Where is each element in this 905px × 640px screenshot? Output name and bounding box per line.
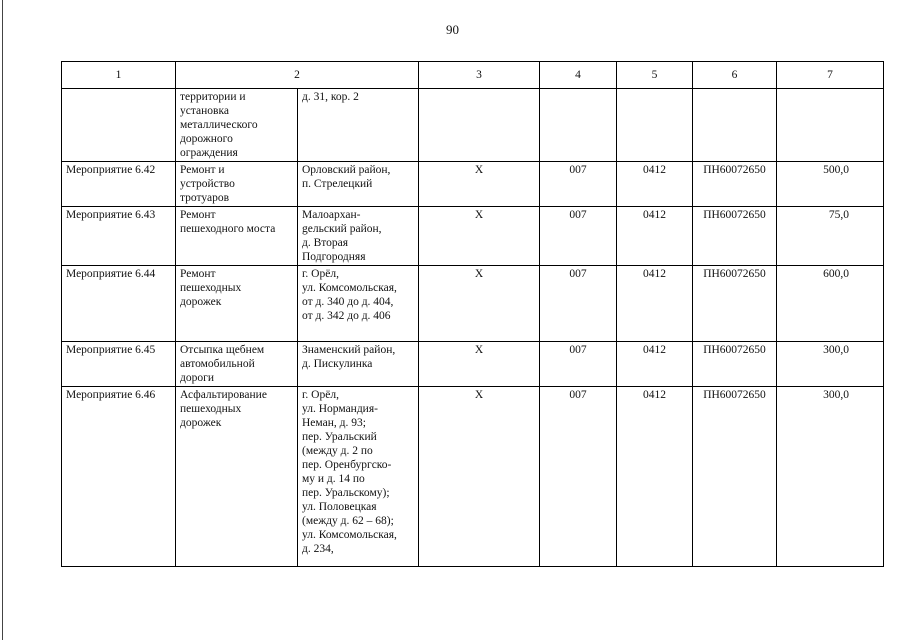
col3-cell: Х — [419, 207, 540, 266]
event-cell: Мероприятие 6.43 — [62, 207, 176, 266]
event-cell — [62, 89, 176, 162]
col4-cell: 007 — [540, 342, 617, 387]
budget-table — [61, 61, 884, 567]
col4-cell: 007 — [540, 162, 617, 207]
event-cell: Мероприятие 6.46 — [62, 387, 176, 567]
col6-cell: ПН60072650 — [693, 342, 777, 387]
event-cell: Мероприятие 6.44 — [62, 266, 176, 342]
col5-cell — [617, 89, 693, 162]
col3-cell: Х — [419, 342, 540, 387]
table-row — [62, 207, 884, 266]
col5-cell: 0412 — [617, 342, 693, 387]
table-header-row — [62, 62, 884, 89]
col5-cell: 0412 — [617, 162, 693, 207]
col7-cell: 600,0 — [777, 266, 884, 342]
address-cell: д. 31, кор. 2 — [298, 89, 419, 162]
col6-cell: ПН60072650 — [693, 387, 777, 567]
event-cell: Мероприятие 6.45 — [62, 342, 176, 387]
col7-cell — [777, 89, 884, 162]
col4-cell — [540, 89, 617, 162]
header-cell-1: 1 — [62, 62, 176, 89]
col5-cell: 0412 — [617, 207, 693, 266]
table-row — [62, 342, 884, 387]
address-cell: Орловский район, п. Стрелецкий — [298, 162, 419, 207]
col4-cell: 007 — [540, 207, 617, 266]
col4-cell: 007 — [540, 387, 617, 567]
table-row — [62, 89, 884, 162]
header-cell-4: 4 — [540, 62, 617, 89]
col5-cell: 0412 — [617, 266, 693, 342]
header-cell-6: 6 — [693, 62, 777, 89]
address-cell: г. Орёл, ул. Нормандия- Неман, д. 93; пер. Уральский (между д. 2 по пер. Оренбургско- му и д. 14 по пер. Уральскому); ул. Половецкая (между д. 62 – 68); ул. Комсомольская, д. 234, — [298, 387, 419, 567]
col4-cell: 007 — [540, 266, 617, 342]
page-number: 90 — [446, 22, 459, 37]
address-cell: Малоархан- gельский район, д. Вторая Подгородняя — [298, 207, 419, 266]
work-description-cell: Ремонт пешеходных дорожек — [176, 266, 298, 342]
col3-cell: Х — [419, 162, 540, 207]
col3-cell — [419, 89, 540, 162]
col3-cell: Х — [419, 387, 540, 567]
work-description-cell: территории и установка металлического дорожного ограждения — [176, 89, 298, 162]
work-description-cell: Асфальтирование пешеходных дорожек — [176, 387, 298, 567]
header-cell-5: 5 — [617, 62, 693, 89]
col6-cell: ПН60072650 — [693, 266, 777, 342]
header-cell-7: 7 — [777, 62, 884, 89]
table-row — [62, 266, 884, 342]
table-row — [62, 162, 884, 207]
col6-cell: ПН60072650 — [693, 207, 777, 266]
work-description-cell: Отсыпка щебнем автомобильной дороги — [176, 342, 298, 387]
col7-cell: 75,0 — [777, 207, 884, 266]
address-cell: г. Орёл, ул. Комсомольская, от д. 340 до д. 404, от д. 342 до д. 406 — [298, 266, 419, 342]
work-description-cell: Ремонт и устройство тротуаров — [176, 162, 298, 207]
col5-cell: 0412 — [617, 387, 693, 567]
header-cell-2: 2 — [176, 62, 419, 89]
col7-cell: 300,0 — [777, 342, 884, 387]
col6-cell — [693, 89, 777, 162]
col7-cell: 500,0 — [777, 162, 884, 207]
col7-cell: 300,0 — [777, 387, 884, 567]
scan-left-edge — [2, 0, 3, 640]
address-cell: Знаменский район, д. Пискулинка — [298, 342, 419, 387]
col6-cell: ПН60072650 — [693, 162, 777, 207]
work-description-cell: Ремонт пешеходного моста — [176, 207, 298, 266]
event-cell: Мероприятие 6.42 — [62, 162, 176, 207]
header-cell-3: 3 — [419, 62, 540, 89]
col3-cell: Х — [419, 266, 540, 342]
table-row — [62, 387, 884, 567]
